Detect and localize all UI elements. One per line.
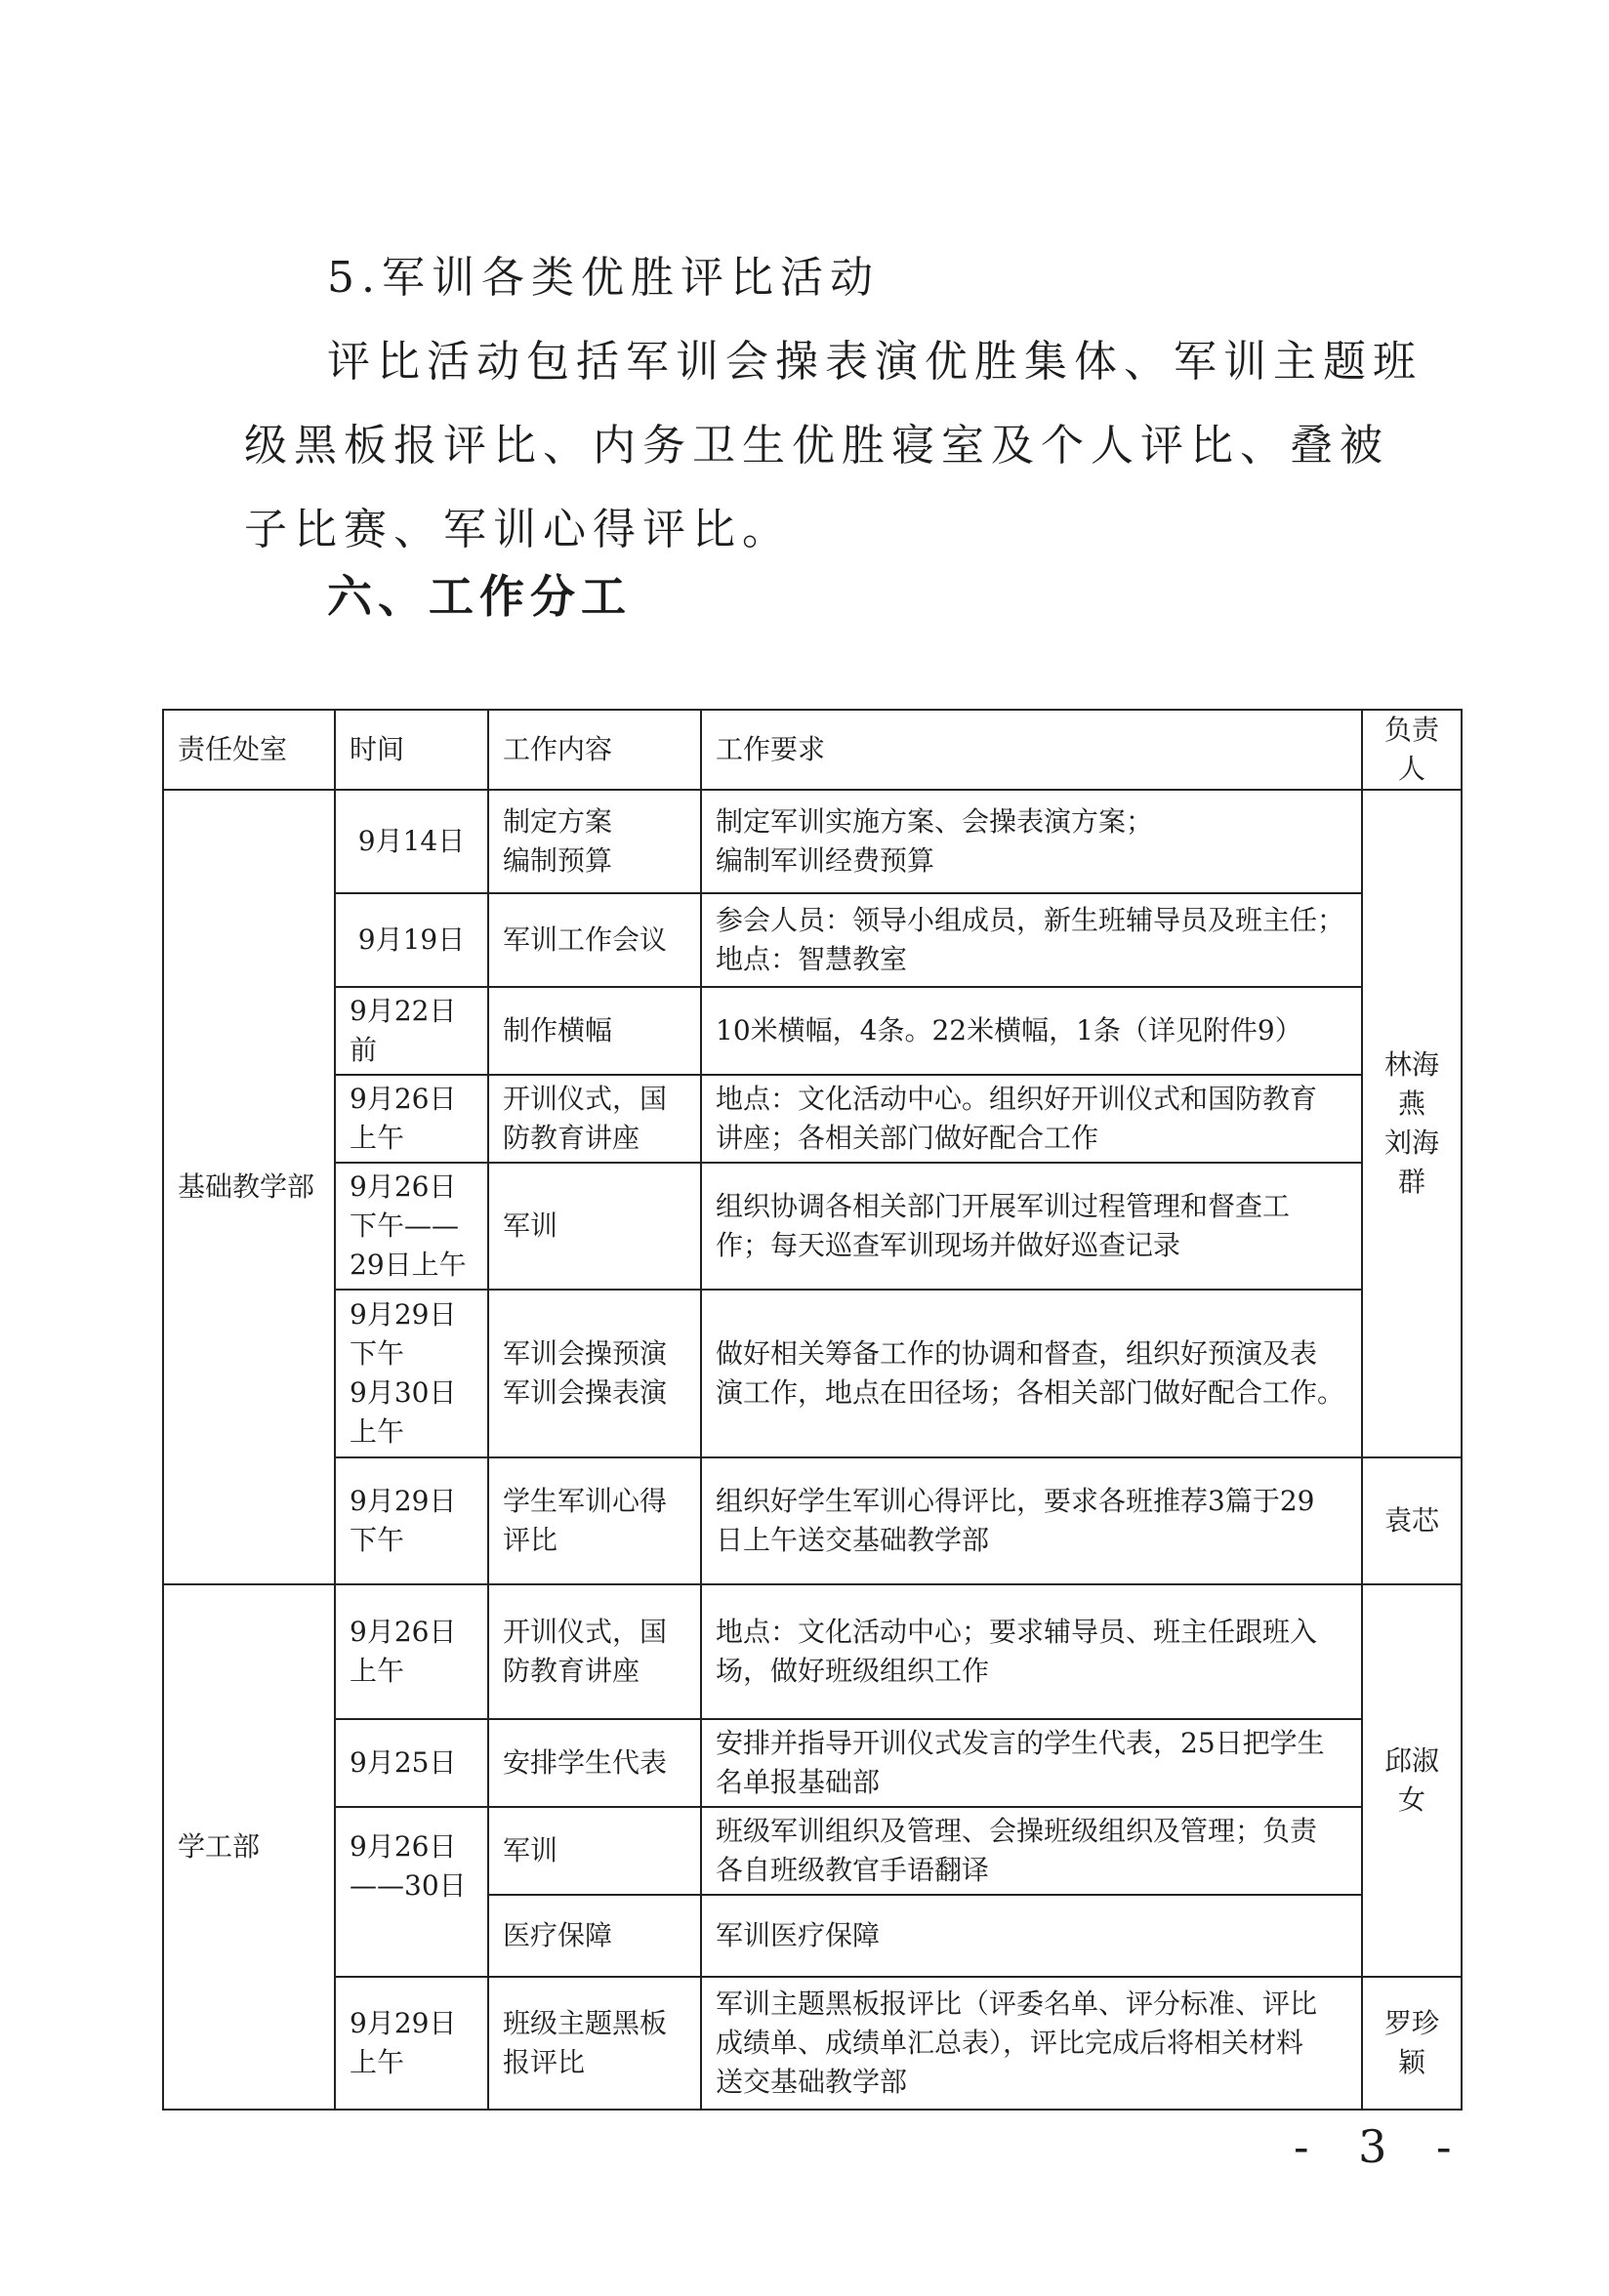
header-owner: 负责人 [1362, 710, 1462, 790]
requirement-cell: 组织好学生军训心得评比，要求各班推荐3篇于29 日上午送交基础教学部 [701, 1457, 1362, 1584]
time-cell: 9月26日 上午 [335, 1075, 488, 1163]
header-content: 工作内容 [488, 710, 701, 790]
table-row [163, 1719, 1462, 1807]
content-cell: 军训工作会议 [488, 893, 701, 987]
time-cell: 9月25日 [335, 1719, 488, 1807]
table-row [163, 1584, 1462, 1719]
requirement-cell: 军训医疗保障 [701, 1895, 1362, 1977]
time-cell: 9月29日 下午 9月30日 上午 [335, 1290, 488, 1457]
content-cell: 军训会操预演 军训会操表演 [488, 1290, 701, 1457]
table-row [163, 893, 1462, 987]
owner-cell: 罗珍颖 [1362, 1977, 1462, 2110]
table-row [163, 1075, 1462, 1163]
table-header-row [163, 710, 1462, 790]
table-row [163, 1457, 1462, 1584]
time-cell: 9月19日 [335, 893, 488, 987]
requirement-cell: 组织协调各相关部门开展军训过程管理和督查工 作；每天巡查军训现场并做好巡查记录 [701, 1163, 1362, 1290]
table-row [163, 1163, 1462, 1290]
requirement-cell: 班级军训组织及管理、会操班级组织及管理；负责 各自班级教官手语翻译 [701, 1807, 1362, 1895]
content-cell: 开训仪式，国 防教育讲座 [488, 1584, 701, 1719]
time-cell: 9月26日 上午 [335, 1584, 488, 1719]
table-row [163, 1290, 1462, 1457]
time-cell: 9月22日 前 [335, 987, 488, 1075]
content-cell: 开训仪式，国 防教育讲座 [488, 1075, 701, 1163]
dept-cell: 学工部 [163, 1584, 335, 2110]
table-row [163, 1807, 1462, 1895]
item-paragraph: 评比活动包括军训会操表演优胜集体、军训主题班级黑板报评比、内务卫生优胜寝室及个人评比、叠被子比赛、军训心得评比。 [244, 337, 1423, 554]
requirement-cell: 做好相关筹备工作的协调和督查，组织好预演及表 演工作，地点在田径场；各相关部门做好配合工作。 [701, 1290, 1362, 1457]
owner-cell: 邱淑女 [1362, 1584, 1462, 1977]
time-cell: 9月29日 上午 [335, 1977, 488, 2110]
header-dept: 责任处室 [163, 710, 335, 790]
requirement-cell: 军训主题黑板报评比（评委名单、评分标准、评比 成绩单、成绩单汇总表），评比完成后将相关材料 送交基础教学部 [701, 1977, 1362, 2110]
table-row [163, 790, 1462, 893]
requirement-cell: 安排并指导开训仪式发言的学生代表，25日把学生 名单报基础部 [701, 1719, 1362, 1807]
requirement-cell: 制定军训实施方案、会操表演方案； 编制军训经费预算 [701, 790, 1362, 893]
content-cell: 医疗保障 [488, 1895, 701, 1977]
content-cell: 制作横幅 [488, 987, 701, 1075]
owner-cell: 袁芯 [1362, 1457, 1462, 1584]
item-title: 5.军训各类优胜评比活动 [327, 253, 880, 303]
time-cell: 9月26日 下午—— 29日上午 [335, 1163, 488, 1290]
time-cell: 9月14日 [335, 790, 488, 893]
requirement-cell: 参会人员：领导小组成员，新生班辅导员及班主任； 地点：智慧教室 [701, 893, 1362, 987]
header-time: 时间 [335, 710, 488, 790]
content-cell: 军训 [488, 1807, 701, 1895]
requirement-cell: 10米横幅，4条。22米横幅，1条（详见附件9） [701, 987, 1362, 1075]
requirement-cell: 地点：文化活动中心；要求辅导员、班主任跟班入 场，做好班级组织工作 [701, 1584, 1362, 1719]
header-requirement: 工作要求 [701, 710, 1362, 790]
content-cell: 制定方案 编制预算 [488, 790, 701, 893]
dept-cell: 基础教学部 [163, 790, 335, 1584]
time-cell: 9月29日 下午 [335, 1457, 488, 1584]
content-cell: 安排学生代表 [488, 1719, 701, 1807]
table-row [163, 987, 1462, 1075]
requirement-cell: 地点：文化活动中心。组织好开训仪式和国防教育 讲座；各相关部门做好配合工作 [701, 1075, 1362, 1163]
work-assignment-table [162, 709, 1463, 2111]
content-cell: 军训 [488, 1163, 701, 1290]
time-cell: 9月26日 ——30日 [335, 1807, 488, 1977]
table-row [163, 1977, 1462, 2110]
owner-cell: 林海燕 刘海群 [1362, 790, 1462, 1457]
section-heading: 六、工作分工 [327, 570, 632, 623]
content-cell: 学生军训心得 评比 [488, 1457, 701, 1584]
content-cell: 班级主题黑板 报评比 [488, 1977, 701, 2110]
page-number: - 3 - [1294, 2120, 1469, 2173]
